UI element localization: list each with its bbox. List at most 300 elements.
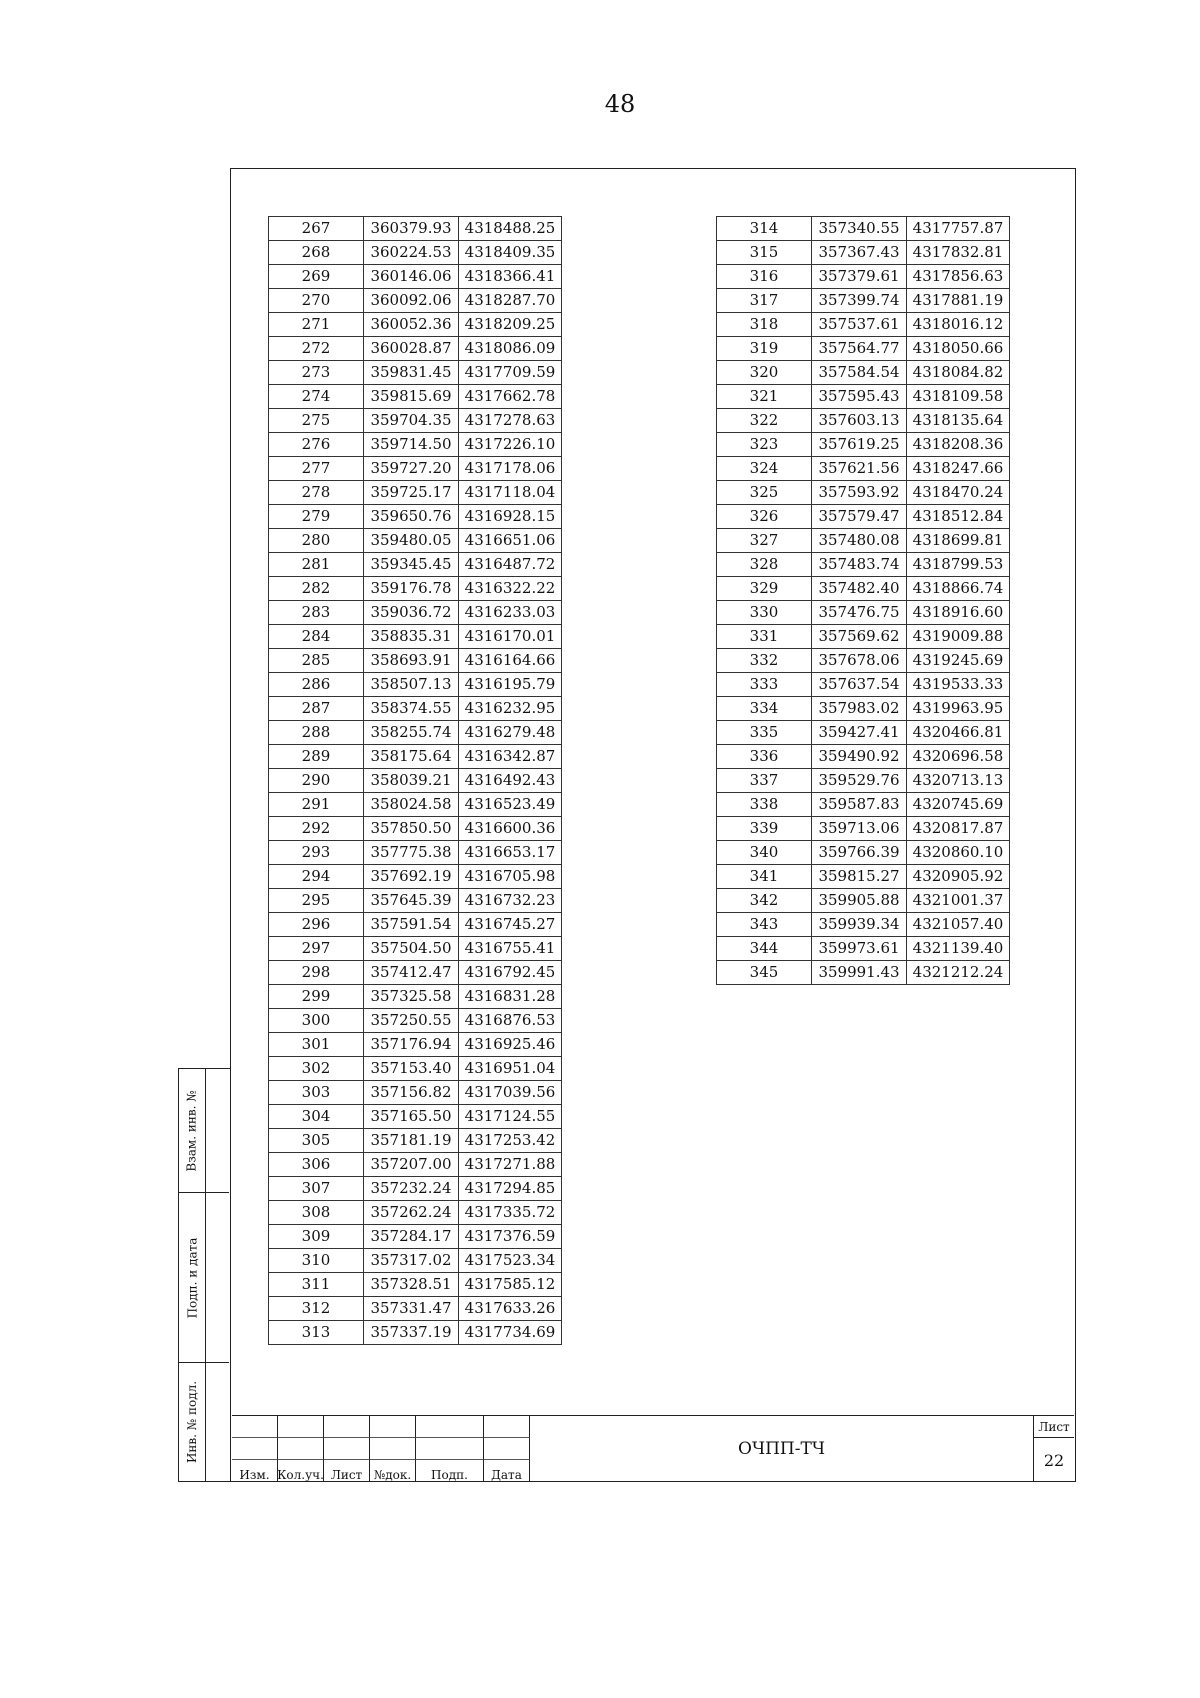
x-coordinate-cell: 357603.13 — [812, 409, 907, 433]
table-row — [269, 1297, 562, 1321]
point-number-cell: 295 — [269, 889, 364, 913]
tb-cell — [484, 1416, 530, 1438]
x-coordinate-cell: 357591.54 — [364, 913, 459, 937]
y-coordinate-cell: 4316342.87 — [459, 745, 562, 769]
sheet-label: Лист — [1034, 1416, 1074, 1438]
x-coordinate-cell: 357637.54 — [812, 673, 907, 697]
x-coordinate-cell: 359905.88 — [812, 889, 907, 913]
y-coordinate-cell: 4318135.64 — [907, 409, 1010, 433]
tb-header-signature: Подп. — [416, 1460, 484, 1482]
y-coordinate-cell: 4318209.25 — [459, 313, 562, 337]
y-coordinate-cell: 4317278.63 — [459, 409, 562, 433]
y-coordinate-cell: 4316170.01 — [459, 625, 562, 649]
point-number-cell: 281 — [269, 553, 364, 577]
tb-header-change: Изм. — [232, 1460, 278, 1482]
tb-cell — [278, 1438, 324, 1460]
point-number-cell: 269 — [269, 265, 364, 289]
y-coordinate-cell: 4317881.19 — [907, 289, 1010, 313]
x-coordinate-cell: 358024.58 — [364, 793, 459, 817]
y-coordinate-cell: 4316755.41 — [459, 937, 562, 961]
point-number-cell: 343 — [717, 913, 812, 937]
y-coordinate-cell: 4317253.42 — [459, 1129, 562, 1153]
y-coordinate-cell: 4316705.98 — [459, 865, 562, 889]
side-stamp-label-replace-inv: Взам. инв. № — [185, 1089, 199, 1172]
table-row — [717, 289, 1010, 313]
table-row — [269, 1009, 562, 1033]
table-row — [269, 913, 562, 937]
y-coordinate-cell: 4320696.58 — [907, 745, 1010, 769]
table-row — [269, 601, 562, 625]
x-coordinate-cell: 360092.06 — [364, 289, 459, 313]
x-coordinate-cell: 357284.17 — [364, 1225, 459, 1249]
point-number-cell: 317 — [717, 289, 812, 313]
coordinates-table-left — [268, 216, 562, 1345]
y-coordinate-cell: 4316651.06 — [459, 529, 562, 553]
x-coordinate-cell: 358039.21 — [364, 769, 459, 793]
y-coordinate-cell: 4316492.43 — [459, 769, 562, 793]
point-number-cell: 319 — [717, 337, 812, 361]
table-row — [269, 769, 562, 793]
table-row — [717, 577, 1010, 601]
y-coordinate-cell: 4316792.45 — [459, 961, 562, 985]
y-coordinate-cell: 4318409.35 — [459, 241, 562, 265]
y-coordinate-cell: 4320905.92 — [907, 865, 1010, 889]
y-coordinate-cell: 4318470.24 — [907, 481, 1010, 505]
table-row — [717, 697, 1010, 721]
table-row — [269, 985, 562, 1009]
tb-cell — [324, 1416, 370, 1438]
y-coordinate-cell: 4318084.82 — [907, 361, 1010, 385]
y-coordinate-cell: 4316322.22 — [459, 577, 562, 601]
table-row — [269, 1033, 562, 1057]
x-coordinate-cell: 357325.58 — [364, 985, 459, 1009]
x-coordinate-cell: 359176.78 — [364, 577, 459, 601]
tb-cell — [370, 1438, 416, 1460]
table-row — [269, 1081, 562, 1105]
table-row — [717, 481, 1010, 505]
y-coordinate-cell: 4318488.25 — [459, 217, 562, 241]
table-row — [269, 1057, 562, 1081]
point-number-cell: 289 — [269, 745, 364, 769]
table-row — [717, 601, 1010, 625]
side-stamp-cell-original-inv — [179, 1363, 205, 1481]
point-number-cell: 338 — [717, 793, 812, 817]
x-coordinate-cell: 357564.77 — [812, 337, 907, 361]
point-number-cell: 307 — [269, 1177, 364, 1201]
y-coordinate-cell: 4320713.13 — [907, 769, 1010, 793]
table-row — [717, 433, 1010, 457]
table-row — [269, 385, 562, 409]
y-coordinate-cell: 4318799.53 — [907, 553, 1010, 577]
y-coordinate-cell: 4318699.81 — [907, 529, 1010, 553]
point-number-cell: 290 — [269, 769, 364, 793]
x-coordinate-cell: 357340.55 — [812, 217, 907, 241]
table-row — [717, 265, 1010, 289]
table-row — [269, 481, 562, 505]
y-coordinate-cell: 4316732.23 — [459, 889, 562, 913]
table-row — [269, 361, 562, 385]
point-number-cell: 337 — [717, 769, 812, 793]
point-number-cell: 303 — [269, 1081, 364, 1105]
table-row — [269, 625, 562, 649]
table-row — [717, 721, 1010, 745]
x-coordinate-cell: 357379.61 — [812, 265, 907, 289]
point-number-cell: 345 — [717, 961, 812, 985]
x-coordinate-cell: 359815.27 — [812, 865, 907, 889]
point-number-cell: 340 — [717, 841, 812, 865]
x-coordinate-cell: 357153.40 — [364, 1057, 459, 1081]
table-row — [269, 553, 562, 577]
table-row — [717, 673, 1010, 697]
y-coordinate-cell: 4317124.55 — [459, 1105, 562, 1129]
point-number-cell: 318 — [717, 313, 812, 337]
x-coordinate-cell: 357645.39 — [364, 889, 459, 913]
y-coordinate-cell: 4316232.95 — [459, 697, 562, 721]
x-coordinate-cell: 357337.19 — [364, 1321, 459, 1345]
point-number-cell: 336 — [717, 745, 812, 769]
table-row — [269, 817, 562, 841]
point-number-cell: 331 — [717, 625, 812, 649]
x-coordinate-cell: 357593.92 — [812, 481, 907, 505]
table-row — [269, 649, 562, 673]
y-coordinate-cell: 4318050.66 — [907, 337, 1010, 361]
x-coordinate-cell: 357317.02 — [364, 1249, 459, 1273]
table-row — [269, 337, 562, 361]
x-coordinate-cell: 358507.13 — [364, 673, 459, 697]
table-row — [269, 409, 562, 433]
point-number-cell: 270 — [269, 289, 364, 313]
point-number-cell: 304 — [269, 1105, 364, 1129]
x-coordinate-cell: 358835.31 — [364, 625, 459, 649]
x-coordinate-cell: 357250.55 — [364, 1009, 459, 1033]
point-number-cell: 324 — [717, 457, 812, 481]
x-coordinate-cell: 357480.08 — [812, 529, 907, 553]
x-coordinate-cell: 359766.39 — [812, 841, 907, 865]
sheet-number: 22 — [1043, 1450, 1065, 1470]
x-coordinate-cell: 360224.53 — [364, 241, 459, 265]
y-coordinate-cell: 4318086.09 — [459, 337, 562, 361]
table-row — [717, 745, 1010, 769]
table-row — [269, 217, 562, 241]
table-row — [717, 529, 1010, 553]
x-coordinate-cell: 357331.47 — [364, 1297, 459, 1321]
side-stamp-label-signature-date: Подп. и дата — [185, 1237, 200, 1318]
point-number-cell: 273 — [269, 361, 364, 385]
y-coordinate-cell: 4320745.69 — [907, 793, 1010, 817]
point-number-cell: 283 — [269, 601, 364, 625]
point-number-cell: 329 — [717, 577, 812, 601]
y-coordinate-cell: 4316745.27 — [459, 913, 562, 937]
y-coordinate-cell: 4317294.85 — [459, 1177, 562, 1201]
y-coordinate-cell: 4317118.04 — [459, 481, 562, 505]
table-row — [269, 721, 562, 745]
y-coordinate-cell: 4317757.87 — [907, 217, 1010, 241]
y-coordinate-cell: 4316928.15 — [459, 505, 562, 529]
point-number-cell: 333 — [717, 673, 812, 697]
y-coordinate-cell: 4317335.72 — [459, 1201, 562, 1225]
x-coordinate-cell: 360146.06 — [364, 265, 459, 289]
x-coordinate-cell: 359427.41 — [812, 721, 907, 745]
coordinates-table-right — [716, 216, 1010, 985]
x-coordinate-cell: 359831.45 — [364, 361, 459, 385]
table-row — [269, 1321, 562, 1345]
point-number-cell: 342 — [717, 889, 812, 913]
y-coordinate-cell: 4317523.34 — [459, 1249, 562, 1273]
table-row — [269, 889, 562, 913]
table-row — [269, 1105, 562, 1129]
y-coordinate-cell: 4316523.49 — [459, 793, 562, 817]
x-coordinate-cell: 359973.61 — [812, 937, 907, 961]
point-number-cell: 306 — [269, 1153, 364, 1177]
point-number-cell: 339 — [717, 817, 812, 841]
tb-cell — [416, 1416, 484, 1438]
x-coordinate-cell: 359345.45 — [364, 553, 459, 577]
y-coordinate-cell: 4320860.10 — [907, 841, 1010, 865]
point-number-cell: 322 — [717, 409, 812, 433]
y-coordinate-cell: 4317662.78 — [459, 385, 562, 409]
x-coordinate-cell: 357678.06 — [812, 649, 907, 673]
x-coordinate-cell: 357207.00 — [364, 1153, 459, 1177]
y-coordinate-cell: 4318866.74 — [907, 577, 1010, 601]
y-coordinate-cell: 4318366.41 — [459, 265, 562, 289]
x-coordinate-cell: 359490.92 — [812, 745, 907, 769]
table-row — [717, 937, 1010, 961]
y-coordinate-cell: 4318109.58 — [907, 385, 1010, 409]
table-row — [717, 217, 1010, 241]
point-number-cell: 267 — [269, 217, 364, 241]
point-number-cell: 287 — [269, 697, 364, 721]
side-stamp — [178, 1068, 230, 1482]
x-coordinate-cell: 357850.50 — [364, 817, 459, 841]
y-coordinate-cell: 4316653.17 — [459, 841, 562, 865]
point-number-cell: 268 — [269, 241, 364, 265]
table-row — [717, 625, 1010, 649]
point-number-cell: 286 — [269, 673, 364, 697]
x-coordinate-cell: 357165.50 — [364, 1105, 459, 1129]
y-coordinate-cell: 4318287.70 — [459, 289, 562, 313]
point-number-cell: 288 — [269, 721, 364, 745]
table-row — [269, 1225, 562, 1249]
tb-cell — [324, 1438, 370, 1460]
y-coordinate-cell: 4316876.53 — [459, 1009, 562, 1033]
x-coordinate-cell: 360052.36 — [364, 313, 459, 337]
table-row — [717, 553, 1010, 577]
x-coordinate-cell: 359587.83 — [812, 793, 907, 817]
table-row — [269, 1249, 562, 1273]
point-number-cell: 300 — [269, 1009, 364, 1033]
x-coordinate-cell: 359704.35 — [364, 409, 459, 433]
x-coordinate-cell: 358693.91 — [364, 649, 459, 673]
table-row — [269, 289, 562, 313]
table-row — [269, 1153, 562, 1177]
x-coordinate-cell: 357579.47 — [812, 505, 907, 529]
point-number-cell: 271 — [269, 313, 364, 337]
point-number-cell: 332 — [717, 649, 812, 673]
tb-header-date: Дата — [484, 1460, 530, 1482]
x-coordinate-cell: 359939.34 — [812, 913, 907, 937]
point-number-cell: 284 — [269, 625, 364, 649]
table-row — [269, 433, 562, 457]
table-row — [717, 649, 1010, 673]
tb-header-count: Кол.уч. — [278, 1460, 324, 1482]
point-number-cell: 335 — [717, 721, 812, 745]
point-number-cell: 326 — [717, 505, 812, 529]
table-row — [717, 313, 1010, 337]
point-number-cell: 282 — [269, 577, 364, 601]
table-row — [717, 409, 1010, 433]
point-number-cell: 327 — [717, 529, 812, 553]
x-coordinate-cell: 357476.75 — [812, 601, 907, 625]
point-number-cell: 316 — [717, 265, 812, 289]
table-row — [269, 673, 562, 697]
x-coordinate-cell: 357621.56 — [812, 457, 907, 481]
x-coordinate-cell: 359727.20 — [364, 457, 459, 481]
table-row — [717, 337, 1010, 361]
table-row — [269, 1129, 562, 1153]
y-coordinate-cell: 4318016.12 — [907, 313, 1010, 337]
point-number-cell: 301 — [269, 1033, 364, 1057]
title-block-revision-grid — [232, 1416, 530, 1482]
point-number-cell: 280 — [269, 529, 364, 553]
point-number-cell: 298 — [269, 961, 364, 985]
x-coordinate-cell: 357619.25 — [812, 433, 907, 457]
tb-header-sheet: Лист — [324, 1460, 370, 1482]
table-row — [717, 505, 1010, 529]
point-number-cell: 313 — [269, 1321, 364, 1345]
y-coordinate-cell: 4320466.81 — [907, 721, 1010, 745]
sheet-box — [1034, 1416, 1074, 1482]
point-number-cell: 330 — [717, 601, 812, 625]
point-number-cell: 299 — [269, 985, 364, 1009]
y-coordinate-cell: 4319009.88 — [907, 625, 1010, 649]
x-coordinate-cell: 359725.17 — [364, 481, 459, 505]
point-number-cell: 302 — [269, 1057, 364, 1081]
tb-cell — [416, 1438, 484, 1460]
side-stamp-cell-signature-date — [179, 1193, 205, 1363]
point-number-cell: 344 — [717, 937, 812, 961]
y-coordinate-cell: 4316600.36 — [459, 817, 562, 841]
table-row — [269, 265, 562, 289]
point-number-cell: 297 — [269, 937, 364, 961]
point-number-cell: 314 — [717, 217, 812, 241]
x-coordinate-cell: 357504.50 — [364, 937, 459, 961]
y-coordinate-cell: 4321212.24 — [907, 961, 1010, 985]
x-coordinate-cell: 359991.43 — [812, 961, 907, 985]
y-coordinate-cell: 4318247.66 — [907, 457, 1010, 481]
point-number-cell: 325 — [717, 481, 812, 505]
y-coordinate-cell: 4319533.33 — [907, 673, 1010, 697]
table-row — [269, 745, 562, 769]
x-coordinate-cell: 359529.76 — [812, 769, 907, 793]
x-coordinate-cell: 357399.74 — [812, 289, 907, 313]
point-number-cell: 277 — [269, 457, 364, 481]
y-coordinate-cell: 4317376.59 — [459, 1225, 562, 1249]
table-row — [717, 361, 1010, 385]
point-number-cell: 320 — [717, 361, 812, 385]
x-coordinate-cell: 357181.19 — [364, 1129, 459, 1153]
tb-cell — [232, 1438, 278, 1460]
table-row — [717, 769, 1010, 793]
table-row — [717, 241, 1010, 265]
table-row — [717, 385, 1010, 409]
table-row — [717, 817, 1010, 841]
table-row — [269, 865, 562, 889]
y-coordinate-cell: 4317832.81 — [907, 241, 1010, 265]
point-number-cell: 328 — [717, 553, 812, 577]
tb-cell — [232, 1416, 278, 1438]
y-coordinate-cell: 4318916.60 — [907, 601, 1010, 625]
table-row — [269, 529, 562, 553]
table-row — [269, 793, 562, 817]
x-coordinate-cell: 357569.62 — [812, 625, 907, 649]
x-coordinate-cell: 358374.55 — [364, 697, 459, 721]
tb-header-doc-number: №док. — [370, 1460, 416, 1482]
y-coordinate-cell: 4317585.12 — [459, 1273, 562, 1297]
point-number-cell: 323 — [717, 433, 812, 457]
table-row — [717, 865, 1010, 889]
side-stamp-cell-replace-inv — [179, 1069, 205, 1193]
table-row — [269, 961, 562, 985]
tb-cell — [484, 1438, 530, 1460]
x-coordinate-cell: 357537.61 — [812, 313, 907, 337]
x-coordinate-cell: 358175.64 — [364, 745, 459, 769]
y-coordinate-cell: 4316279.48 — [459, 721, 562, 745]
table-row — [717, 457, 1010, 481]
table-row — [269, 241, 562, 265]
y-coordinate-cell: 4317039.56 — [459, 1081, 562, 1105]
y-coordinate-cell: 4317178.06 — [459, 457, 562, 481]
point-number-cell: 309 — [269, 1225, 364, 1249]
y-coordinate-cell: 4316487.72 — [459, 553, 562, 577]
point-number-cell: 315 — [717, 241, 812, 265]
x-coordinate-cell: 357483.74 — [812, 553, 907, 577]
x-coordinate-cell: 359036.72 — [364, 601, 459, 625]
y-coordinate-cell: 4321057.40 — [907, 913, 1010, 937]
y-coordinate-cell: 4317856.63 — [907, 265, 1010, 289]
y-coordinate-cell: 4316831.28 — [459, 985, 562, 1009]
y-coordinate-cell: 4317271.88 — [459, 1153, 562, 1177]
table-row — [717, 961, 1010, 985]
tb-cell — [370, 1416, 416, 1438]
x-coordinate-cell: 357156.82 — [364, 1081, 459, 1105]
y-coordinate-cell: 4321139.40 — [907, 937, 1010, 961]
y-coordinate-cell: 4316951.04 — [459, 1057, 562, 1081]
table-row — [717, 841, 1010, 865]
page-number: 48 — [604, 90, 636, 118]
table-row — [269, 1201, 562, 1225]
y-coordinate-cell: 4316195.79 — [459, 673, 562, 697]
x-coordinate-cell: 357367.43 — [812, 241, 907, 265]
side-stamp-value-replace-inv — [205, 1069, 229, 1193]
x-coordinate-cell: 360379.93 — [364, 217, 459, 241]
point-number-cell: 311 — [269, 1273, 364, 1297]
point-number-cell: 310 — [269, 1249, 364, 1273]
table-row — [269, 505, 562, 529]
y-coordinate-cell: 4317226.10 — [459, 433, 562, 457]
point-number-cell: 334 — [717, 697, 812, 721]
point-number-cell: 305 — [269, 1129, 364, 1153]
point-number-cell: 292 — [269, 817, 364, 841]
table-row — [269, 457, 562, 481]
x-coordinate-cell: 360028.87 — [364, 337, 459, 361]
table-row — [717, 793, 1010, 817]
table-row — [269, 1273, 562, 1297]
x-coordinate-cell: 357262.24 — [364, 1201, 459, 1225]
table-row — [269, 841, 562, 865]
x-coordinate-cell: 359480.05 — [364, 529, 459, 553]
y-coordinate-cell: 4317633.26 — [459, 1297, 562, 1321]
x-coordinate-cell: 357584.54 — [812, 361, 907, 385]
